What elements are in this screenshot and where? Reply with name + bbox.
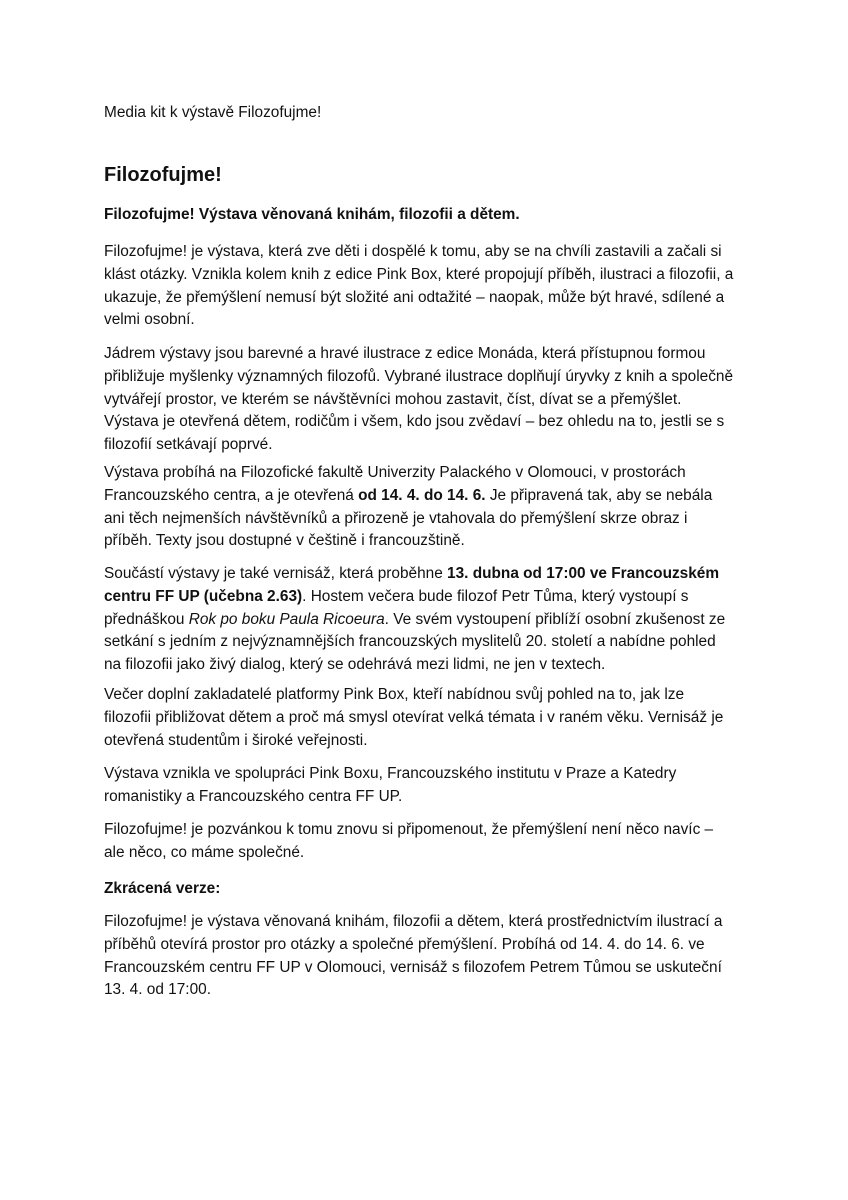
text-line (104, 485, 754, 508)
text-line: příběh. Texty jsou dostupné v češtině i francouzštině. (104, 532, 465, 550)
main-title: Filozofujme! (104, 164, 222, 186)
text-run: Francouzského centra, a je otevřená (104, 486, 359, 504)
paragraph-short-version (104, 911, 754, 1002)
paragraph-intro (104, 241, 754, 332)
text-line: Filozofujme! je výstava, která zve děti i dospělé k tomu, aby se na chvíli zastavili a začali si (104, 243, 722, 260)
text-line: příběhů otevírá prostor pro otázky a společné přemýšlení. Probíhá od 14. 4. do 14. 6. ve (104, 935, 705, 953)
text-line: romanistiky a Francouzského centra FF UP. (104, 787, 403, 805)
text-line: otevřená studentům i široké veřejnosti. (104, 731, 368, 749)
text-line: ale něco, co máme společné. (104, 843, 305, 861)
text-line: vytvářejí prostor, ve kterém se návštěvníci mohou zastavit, číst, dívat se a přemýšlet. (104, 390, 682, 408)
text-line: Výstava probíhá na Filozofické fakultě Univerzity Palackého v Olomouci, v prostorách (104, 464, 686, 481)
event-bold: centru FF UP (učebna 2.63) (104, 587, 303, 605)
text-line (104, 563, 754, 586)
text-line: ukazuje, že přemýšlení nemusí být složité ani odtažité – naopak, může být hravé, sdílené a (104, 288, 725, 306)
subtitle: Filozofujme! Výstava věnovaná knihám, filozofii a dětem. (104, 206, 520, 223)
text-line: filozofii přibližovat dětem a proč má smysl otevírat velká témata i v raném věku. Vernisáž je (104, 708, 724, 726)
text-line: Filozofujme! je pozvánkou k tomu znovu si připomenout, že přemýšlení není něco navíc – (104, 821, 714, 838)
text-line: Francouzském centru FF UP v Olomouci, vernisáž s filozofem Petrem Tůmou se uskuteční (104, 958, 722, 976)
text-line: setkání s jedním z nejvýznamnějších francouzských myslitelů 20. století a nabídne pohled (104, 633, 716, 651)
text-line: klást otázky. Vznikla kolem knih z edice Pink Box, které propojují příběh, ilustraci a filozofii, a (104, 265, 734, 283)
text-run: přednáškou (104, 610, 189, 628)
text-line: filozofií setkávají poprvé. (104, 436, 273, 454)
paragraph-invitation (104, 819, 754, 865)
text-line: Filozofujme! je výstava věnovaná knihám, filozofii a dětem, která prostřednictvím ilustrací a (104, 913, 723, 930)
text-run: . Hostem večera bude filozof Petr Tůma, který vystoupí s (302, 587, 689, 605)
text-line: Výstava je otevřená dětem, rodičům i všem, kdo jsou zvědaví – bez ohledu na to, jestli se s (104, 413, 725, 431)
text-line: Výstava vznikla ve spolupráci Pink Boxu, Francouzského institutu v Praze a Katedry (104, 765, 677, 782)
paragraph-venue (104, 462, 754, 553)
text-line (104, 586, 754, 609)
media-kit-title: Media kit k výstavě Filozofujme! (104, 104, 322, 121)
paragraph-core (104, 343, 754, 457)
paragraph-vernissage (104, 563, 754, 677)
text-line: ani těch nejmenších návštěvníků a přirozeně je vtahovala do přemýšlení skrze obraz i (104, 509, 688, 527)
short-version-heading: Zkrácená verze: (104, 880, 221, 897)
text-line: Jádrem výstavy jsou barevné a hravé ilustrace z edice Monáda, která přístupnou formou (104, 345, 706, 362)
text-line: na filozofii jako živý dialog, který se odehrává mezi lidmi, ne jen v textech. (104, 656, 606, 674)
text-run: . Ve svém vystoupení přiblíží osobní zkušenost ze (384, 610, 726, 628)
dates-bold: od 14. 4. do 14. 6. (358, 486, 486, 504)
text-line: Večer doplní zakladatelé platformy Pink Box, kteří nabídnou svůj pohled na to, jak lze (104, 686, 685, 703)
text-run: Součástí výstavy je také vernisáž, která proběhne (104, 565, 448, 582)
event-bold: 13. dubna od 17:00 ve Francouzském (447, 565, 720, 582)
text-line: 13. 4. od 17:00. (104, 981, 211, 999)
paragraph-cooperation (104, 763, 754, 809)
paragraph-evening (104, 684, 754, 752)
text-line (104, 609, 754, 632)
text-line: velmi osobní. (104, 311, 195, 329)
text-line: přibližuje myšlenky významných filozofů. Vybrané ilustrace doplňují úryvky z knih a společně (104, 367, 734, 385)
lecture-title: Rok po boku Paula Ricoeura (188, 610, 385, 628)
text-run: Je připravená tak, aby se nebála (485, 486, 713, 504)
